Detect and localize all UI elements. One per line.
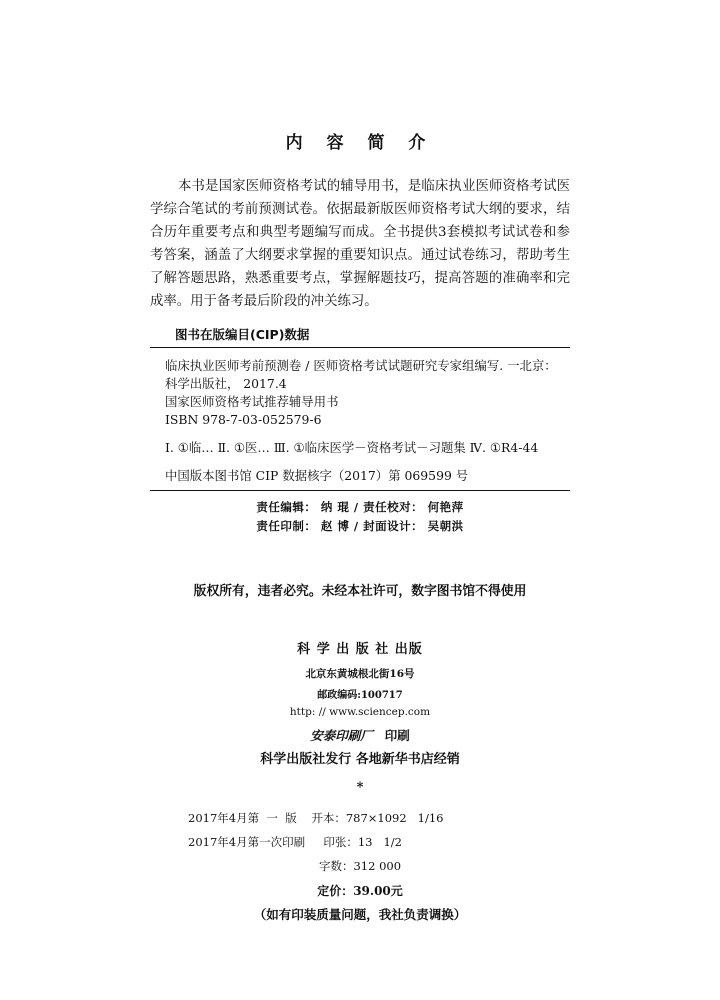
intro-paragraph: 本书是国家医师资格考试的辅导用书，是临床执业医师资格考试医学综合笔试的考前预测试卷。依据最新版医师资格考试大纲的要求，结合历年重要考点和典型考题编写而成。全书提供3套模拟考试试卷和参考答案，涵盖了大纲要求掌握的重要知识点。通过试卷练习，帮助考生了解答题思路，熟悉重要考点，掌握解题技巧，提高答题的准确率和完成率。用于备考最后阶段的冲关练习。 xyxy=(150,179,570,309)
cip-heading: 图书在版编目(CIP)数据 xyxy=(175,327,310,342)
edition-line: 2017年4月第 一 版 开本：787×1092 1/16 xyxy=(188,811,444,825)
printer-label: 印刷 xyxy=(384,728,410,743)
cip-line-classification: Ⅰ. ①临… Ⅱ. ①医… Ⅲ. ①临床医学－资格考试－习题集 Ⅳ. ①R4-44 xyxy=(165,440,539,455)
cip-line-isbn: ISBN 978-7-03-052579-6 xyxy=(165,412,322,427)
publisher-address: 北京东黄城根北街16号 xyxy=(305,668,415,680)
distribution-line: 科学出版社发行 各地新华书店经销 xyxy=(260,752,460,767)
publisher-line: 科 学 出 版 社 出版 xyxy=(297,642,423,657)
page-title: 内 容 简 介 xyxy=(285,133,435,153)
introduction xyxy=(150,175,570,313)
editorial-credits xyxy=(0,498,720,536)
cip-top-rule xyxy=(150,347,570,348)
printing-line: 2017年4月第一次印刷 印张：13 1/2 xyxy=(188,835,402,849)
copyright-notice: 版权所有，违者必究。未经本社许可，数字图书馆不得使用 xyxy=(193,584,527,599)
publisher-url: http: // www.sciencep.com xyxy=(289,706,431,718)
printer-name: 安泰印刷厂 xyxy=(310,728,373,743)
printer-line xyxy=(0,726,720,744)
cip-line-record-number: 中国版本图书馆 CIP 数据核字（2017）第 069599 号 xyxy=(165,468,469,483)
cip-line-title: 临床执业医师考前预测卷 / 医师资格考试试题研究专家组编写. 一北京： xyxy=(165,358,557,373)
word-count: 字数：312 000 xyxy=(318,859,402,873)
quality-notice: （如有印装质量问题，我社负责调换） xyxy=(253,907,467,922)
cip-bottom-rule xyxy=(150,490,570,491)
cip-record xyxy=(165,357,573,485)
cip-line-series: 国家医师资格考试推荐辅导用书 xyxy=(165,394,339,409)
postal-code: 邮政编码:100717 xyxy=(317,690,403,701)
cip-line-publisher: 科学出版社， 2017.4 xyxy=(165,376,287,391)
separator-star: * xyxy=(356,780,364,795)
credits-line-production: 责任印制： 赵 博 / 封面设计： 吴朝洪 xyxy=(256,519,464,533)
price: 定价：39.00元 xyxy=(317,884,403,898)
credits-line-editor: 责任编辑： 纳 琨 / 责任校对： 何艳萍 xyxy=(256,500,464,514)
